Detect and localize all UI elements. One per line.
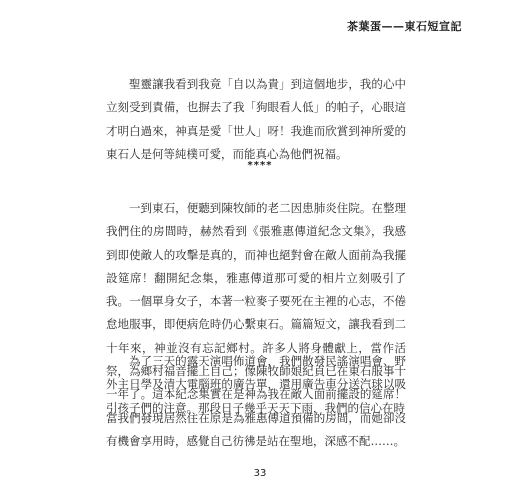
paragraph-3 [106, 350, 406, 420]
paragraph-text: 聖靈讓我看到我竟「自以為貴」到這個地步，我的心中立刻受到責備，也摒去了我「狗眼看人低」的帕子，心眼這才明白過來，神真是愛「世人」呀！我進而欣賞到神所愛的東石人是何等純樸可愛，而能真心為他們祝福。 [106, 77, 406, 161]
running-header: 茶葉蛋——東石短宣記 [347, 20, 462, 33]
paragraph-1 [106, 73, 406, 166]
paragraph-text: 為了三天的露天演唱佈道會，我們散發民謠演唱會、野外主日學及清大電腦班的廣告單，還用廣告車分送汽球以吸引孩子們的注意。那段日子幾乎天天下雨，我們的信心在時 [106, 354, 406, 415]
page-number: 33 [253, 468, 267, 479]
section-separator: **** [247, 160, 273, 171]
paragraph-text: 一到東石，便聽到陳牧師的老二因患肺炎住院。在整理我們住的房間時，赫然看到《張雅惠傳道紀念文集》，我感到即使敵人的攻擊是真的，而神也絕對會在敵人面前為我擺設筵席！翻開紀念集，雅惠傳道那可愛的相片立刻吸引了我。一個單身女子，本著一粒麥子要死在主裡的心志，不倦怠地服事，即便病危時仍心繫東石。篇篇短文，讓我看到二十年來，神並沒有忘記鄉村。許多人將身體獻上，當作活祭，為鄉村福音擺上自己；像陳牧師娘紀貞已在東石服事十一年了。這本紀念集實在是神為我在敵人面前擺設的筵席！當我們發現居然住在原是為雅惠傳道預備的房間，而她卻沒有機會享用時，感覺自己彷彿是站在聖地，深感不配……。 [106, 201, 406, 448]
